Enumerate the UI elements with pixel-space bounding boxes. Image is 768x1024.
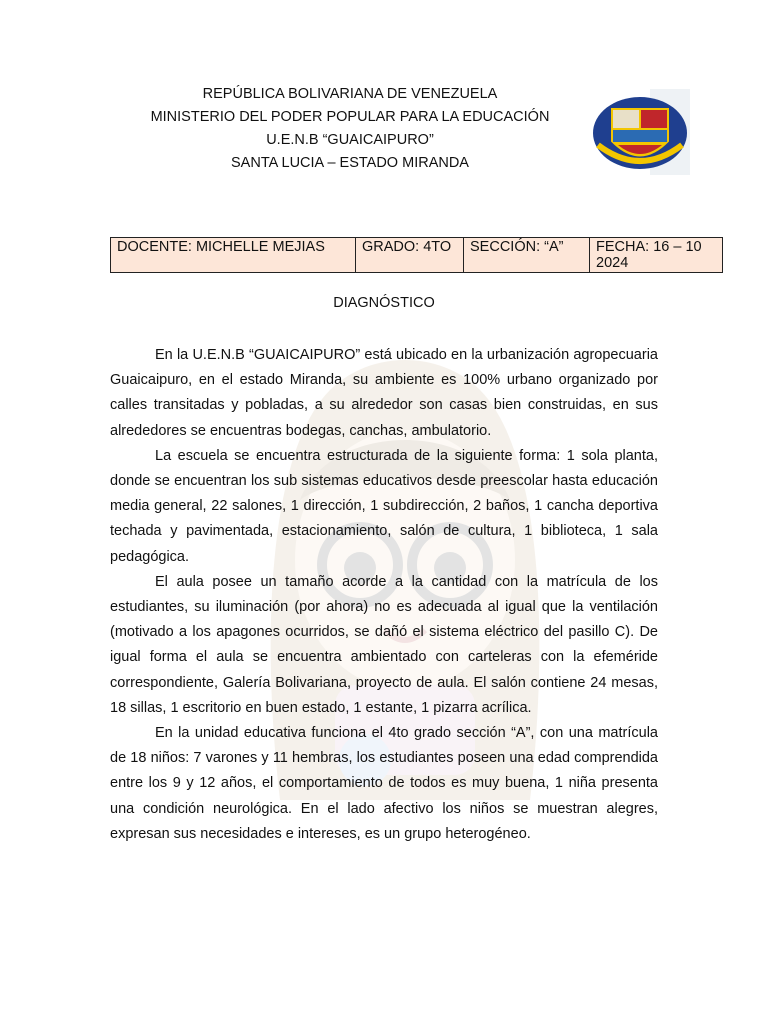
header-line-location: SANTA LUCIA – ESTADO MIRANDA: [231, 155, 469, 171]
table-row: [111, 238, 723, 273]
paragraph-structure: La escuela se encuentra estructurada de la siguiente forma: 1 sola planta, donde se encuentran los sub sistemas educativos desde preescolar hasta educación media general, 22 salones, 1 dirección, 1 subdirección, 2 baños, 1 cancha deportiva techada y pavimentada, estacionamiento, salón de cultura, 1 biblioteca, 1 sala pedagógica.: [110, 447, 658, 565]
date-cell: [590, 238, 723, 273]
svg-text:. . . . . . .: . . . . . . .: [630, 161, 650, 167]
school-crest-logo: [588, 87, 692, 179]
document-header: [100, 83, 600, 175]
document-body: [110, 343, 658, 847]
paragraph-students: En la unidad educativa funciona el 4to grado sección “A”, con una matrícula de 18 niños: 7 varones y 11 hembras, los estudiantes poseen una edad comprendida entre los 9 y 12 años, el comportamiento de todos es muy buena, 1 niña presenta una condición neurológica. En el lado afectivo los niños se muestran alegres, expresan sus necesidades e intereses, es un grupo heterogéneo.: [110, 725, 658, 842]
header-line-school: U.E.N.B “GUAICAIPURO”: [266, 132, 434, 148]
header-line-republic: REPÚBLICA BOLIVARIANA DE VENEZUELA: [202, 86, 498, 102]
teacher-cell: DOCENTE: MICHELLE MEJIAS: [111, 238, 356, 273]
date-line-2: 2024: [596, 255, 629, 271]
document-title: DIAGNÓSTICO: [333, 295, 435, 311]
teacher-info-table: [110, 237, 723, 273]
section-cell: SECCIÓN: “A”: [464, 238, 590, 273]
paragraph-location: En la U.E.N.B “GUAICAIPURO” está ubicado en la urbanización agropecuaria Guaicaipuro, en el estado Miranda, su ambiente es 100% urbano organizado por calles transitadas y pobladas, a su alrededor son casas bien construidas, en sus alrededores se encuentras bodegas, canchas, ambulatorio.: [110, 347, 658, 439]
header-line-ministry: MINISTERIO DEL PODER POPULAR PARA LA EDUCACIÓN: [150, 109, 550, 125]
paragraph-classroom: El aula posee un tamaño acorde a la cantidad con la matrícula de los estudiantes, su iluminación (por ahora) no es adecuada al igual que la ventilación (motivado a los apagones ocurridos, se dañó el sistema eléctrico del pasillo C). De igual forma el aula se encuentra ambientado con carteleras con la efeméride correspondiente, Galería Bolivariana, proyecto de aula. El salón contiene 24 mesas, 18 sillas, 1 escritorio en buen estado, 1 estante, 1 pizarra acrílica.: [110, 573, 658, 716]
date-line-1: FECHA: 16 – 10: [596, 239, 702, 255]
grade-cell: GRADO: 4TO: [356, 238, 464, 273]
